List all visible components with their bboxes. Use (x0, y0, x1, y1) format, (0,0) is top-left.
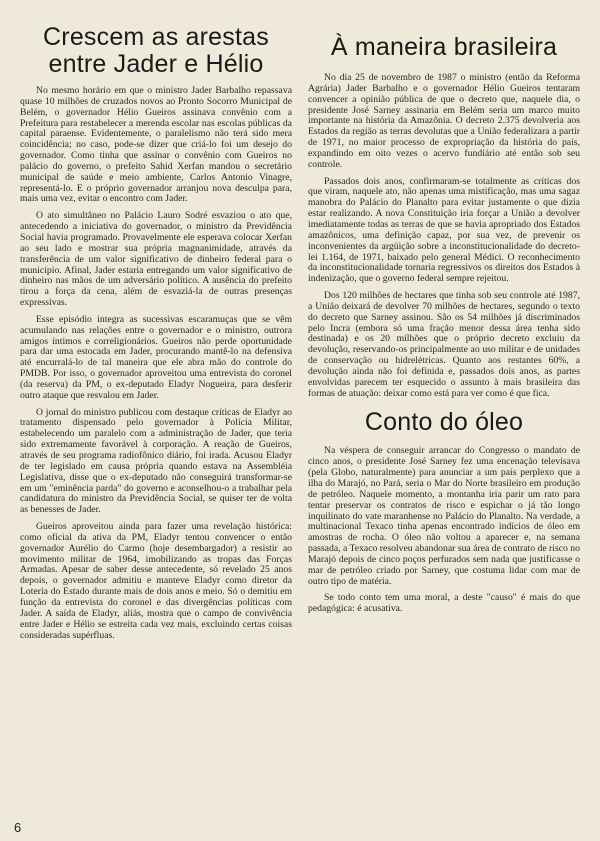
article-headline-maneira: À maneira brasileira (330, 33, 558, 61)
article-paragraph: Gueiros aproveitou ainda para fazer uma revelação histórica: como oficial da ativa da PM, Eladyr tentou convencer o então governador Aurélio do Carmo (hoje desembargador) a resistir ao movimento militar de 1964, imobilizando as tropas das Forças Armadas. Apesar de saber desse antecedente, só revelado 25 anos depois, o governador admitiu e manteve Eladyr como diretor da Loteria do Estado durante mais de dois anos e meio. Só o demitiu em função da entrevista do coronel e das divergências políticas com Jader. A saída de Eladyr, aliás, mostra que o campo de convivência entre Jader e Hélio se estreita cada vez mais, excluindo certas coisas consideradas supérfluas. (20, 521, 292, 641)
article-paragraph: O jornal do ministro publicou com destaque críticas de Eladyr ao tratamento dispensado pelo governador à Polícia Militar, estabelecendo um paralelo com a administração de Jader, que teria sido extremamente favorável à corporação. A reação de Gueiros, através de seu programa radiofônico diário, foi irada. Acusou Eladyr de ter legislado em causa própria quando estava na Assembléia Legislativa, disse que o ex-deputado não conseguirá transformar-se em um "eminência parda" do governo e aconselhou-o a trabalhar pela candidatura do ministro da Previdência Social, se quiser ter de volta as benesses de Jader. (20, 406, 292, 516)
article-paragraph: Esse episódio integra as sucessivas escaramuças que se vêm acumulando nas relações entre o governador e o ministro, outrora amigos íntimos e correligionários. Gueiros não perde oportunidade para dar uma estocada em Jader, procurando mantê-lo na defensiva até encurralá-lo de tal maneira que ele abra mão do controle do PMDB. Por isso, o governador aproveitou uma entrevista do coronel (da reserva) da PM, o ex-deputado Eladyr Nogueira, para desferir outro ataque que resvalou em Jader. (20, 313, 292, 401)
article-headline-arestas (20, 24, 292, 78)
article-paragraph: Na véspera de conseguir arrancar do Congresso o mandato de cinco anos, o presidente José Sarney fez uma encenação televisava (pela Globo, naturalmente) para anunciar a um país perplexo que a ilha do Marajó, no Pará, seria o Mar do Norte brasileiro em produção de petróleo. Naquele momento, a montanha iria parir um rato para tentar preservar os contratos de risco e espichar o já tão longo inquilinato do vate maranhense no Palácio do Planalto. Na verdade, a multinacional Texaco tinha apenas encontrado indícios de óleo em amostras de rocha. O óleo não voltou a aparecer e, na semana passada, a Texaco resolveu abandonar sua área de contrato de risco no Marajó depois de cinco poços perfurados sem nada que justificasse o mar de petróleo criado por Sarney, que costuma lidar com mar de outro tipo de matéria. (308, 445, 580, 587)
article-paragraph: No mesmo horário em que o ministro Jader Barbalho repassava quase 10 milhões de cruzados novos ao Pronto Socorro Municipal de Belém, o governador Hélio Gueiros assinava convênio com a Prefeitura para restabelecer a merenda escolar nas escolas públicas da capital paraense. Evidentemente, o paralelismo não terá sido mera coincidência; no caso, pode-se dizer que criá-lo foi um desejo do governador. Como tinha que assinar o convênio com Gueiros no palácio do governo, o prefeito Sahid Xerfan mandou o secretário municipal de saúde e meio ambiente, Carlos Antonio Vinagre, representá-lo. E o próprio governador arranjou nova desculpa para, mais uma vez, evitar o encontro com Jader. (20, 85, 292, 205)
headline-line-2: entre Jader e Hélio (48, 50, 264, 78)
left-column (20, 22, 292, 647)
headline-line-1: Crescem as arestas (43, 23, 269, 51)
right-column (308, 22, 580, 621)
article-paragraph: Passados dois anos, confirmaram-se totalmente as críticas dos que viram, naquele ato, não apenas uma mistificação, mas uma sagaz manobra do Palácio do Planalto para evitar justamente o que dizia estar realizando. A nova Constituição iria forçar a União a devolver imediatamente todas as terras de que se havia apropriado dos Estados amazônicos, uma definição capaz, por sua vez, de prevenir os inconvenientes da argüição sobre a inconstitucionalidade do decreto-lei 1.164, de 1971, baixado pelo general Médici. O reconhecimento da inconstitucionalidade tornaria regressivos os direitos dos Estados à indenização, que o governo federal sempre rejeitou. (308, 175, 580, 285)
article-paragraph: O ato simultâneo no Palácio Lauro Sodré esvaziou o ato que, antecedendo a iniciativa do governador, o ministro da Previdência Social havia programado. Provavelmente ele esperava colocar Xerfan ao seu lado e mostrar sua própria magnanimidade, através da transferência de um valor significativo de dinheiro federal para o município. Afinal, Jader estaria entregando um valor significativo de dinheiro nas mãos de um adversário político. A ausência do prefeito tirou a força da cena, além de esvaziá-la de outras presenças expressivas. (20, 210, 292, 309)
article-paragraph: Se todo conto tem uma moral, a deste "causo" é mais do que pedagógica: é acusativa. (308, 592, 580, 615)
article-paragraph: Dos 120 milhões de hectares que tinha sob seu controle até 1987, a União deixará de devolver 70 milhões de hectares, segundo o texto do decreto que Sarney assinou. São os 54 milhões já discriminados pelo Incra (embora só uma fração menor dessa área tenha sido destinada) e os 20 milhões que o próprio decreto excluiu da devolução, reservando-os principalmente ao uso militar e de unidades de conservação ou hidrelétricas. Quanto aos restantes 60%, a devolução ainda não foi definida e, passados dois anos, as partes envolvidas parecem ter esquecido o assunto à mais brasileira das formas de atuação: deixar como está para ver como é que fica. (308, 290, 580, 399)
article-headline-conto: Conto do óleo (364, 408, 524, 437)
article-paragraph: No dia 25 de novembro de 1987 o ministro (então da Reforma Agrária) Jader Barbalho e o governador Hélio Gueiros tentaram convencer a opinião pública de que o decreto que, naquele dia, o presidente José Sarney assinaria em Belém seria um marco muito importante na história da Amazônia. O decreto 2.375 devolveria aos Estados da região as terras devolutas que a União federalizara a partir de 1971, no maior processo de expropriação da história do país, expandindo em oito vezes o acervo fundiário até então sob seu controle. (308, 72, 580, 170)
page-number: 6 (14, 820, 22, 835)
